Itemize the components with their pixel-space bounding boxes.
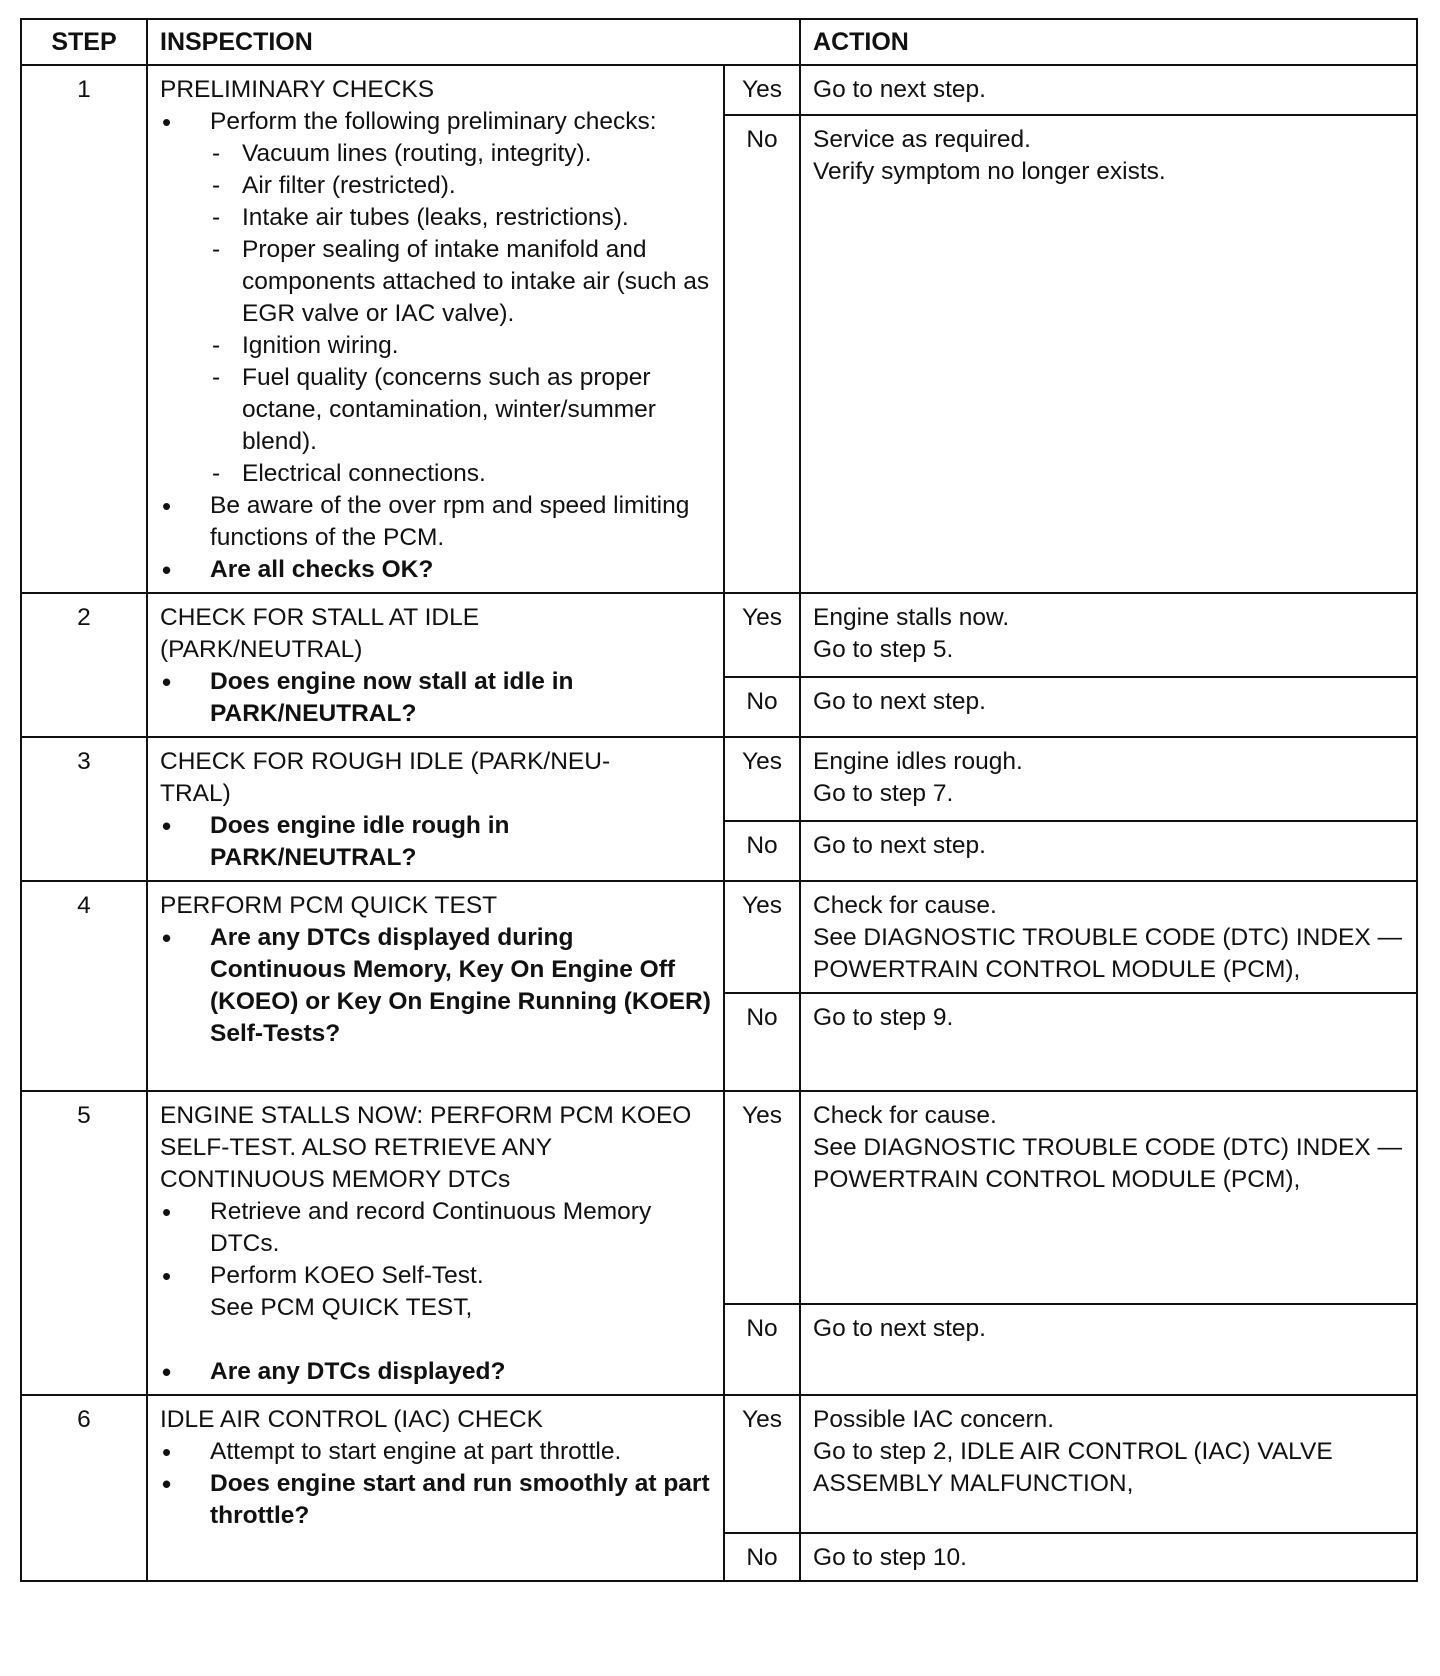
step-number: 4 [21,881,147,1091]
question: • Does engine start and run smoothly at part throttle? [160,1468,713,1532]
no-action [800,993,1417,1091]
no-label: No [724,1304,800,1395]
bullet-item [160,106,713,490]
yes-action [800,593,1417,677]
yes-label: Yes [724,65,800,115]
bullet-line: See PCM QUICK TEST, [210,1294,473,1321]
sub-item: - Vacuum lines (routing, integrity). [210,138,713,170]
yes-label: Yes [724,593,800,677]
question: • Does engine idle rough in PARK/NEUTRAL? [160,810,713,874]
step-title: PRELIMINARY CHECKS [160,76,435,103]
step-title: CHECK FOR ROUGH IDLE (PARK/NEU-TRAL) [160,748,611,807]
step-2-inspection [147,593,724,737]
action-line: Go to next step. [813,76,986,103]
no-action [800,677,1417,737]
step-4-yes-row [21,881,1417,993]
step-1-inspection [147,65,724,593]
sub-item: - Ignition wiring. [210,330,713,362]
step-2-yes-row [21,593,1417,677]
action-line: Go to step 5. [813,636,954,663]
action-line: Check for cause. [813,892,997,919]
step-number: 5 [21,1091,147,1395]
action-line: Go to step 10. [813,1544,967,1571]
question: • Are any DTCs displayed during Continuous Memory, Key On Engine Off (KOEO) or Key On Engine Running (KOER) Self-Tests? [160,922,713,1050]
action-line: See DIAGNOSTIC TROUBLE CODE (DTC) INDEX — POWERTRAIN CONTROL MODULE (PCM), [813,1134,1403,1193]
question: • Does engine now stall at idle in PARK/NEUTRAL? [160,666,713,730]
no-label: No [724,677,800,737]
step-6-yes-row [21,1395,1417,1533]
action-line: Verify symptom no longer exists. [813,158,1166,185]
yes-action [800,881,1417,993]
bullet-item: • Retrieve and record Continuous Memory DTCs. [160,1196,713,1260]
yes-action [800,1395,1417,1533]
bullet-item [160,1260,713,1324]
no-label: No [724,1533,800,1581]
no-label: No [724,821,800,881]
action-line: Engine idles rough. [813,748,1023,775]
step-title: PERFORM PCM QUICK TEST [160,892,498,919]
sub-item: - Intake air tubes (leaks, restrictions). [210,202,713,234]
action-header: ACTION [800,19,1417,65]
bullet-item: • Attempt to start engine at part throttle. [160,1436,713,1468]
step-3-inspection [147,737,724,881]
sub-item: - Proper sealing of intake manifold and components attached to intake air (such as EGR valve or IAC valve). [210,234,713,330]
action-line: Go to step 9. [813,1004,954,1031]
question: • Are all checks OK? [160,554,713,586]
bullet-text: Perform the following preliminary checks: [210,108,657,135]
yes-action [800,737,1417,821]
step-title: IDLE AIR CONTROL (IAC) CHECK [160,1406,543,1433]
step-number: 6 [21,1395,147,1581]
inspection-header: INSPECTION [147,19,800,65]
no-action [800,115,1417,593]
yes-action [800,65,1417,115]
spacer [160,1324,713,1356]
action-line: Check for cause. [813,1102,997,1129]
sub-item: - Air filter (restricted). [210,170,713,202]
sub-item: - Electrical connections. [210,458,713,490]
yes-label: Yes [724,1395,800,1533]
step-3-yes-row [21,737,1417,821]
step-6-inspection [147,1395,724,1581]
no-label: No [724,993,800,1091]
step-number: 1 [21,65,147,593]
yes-action [800,1091,1417,1304]
no-label: No [724,115,800,593]
step-4-inspection [147,881,724,1091]
step-1-yes-row [21,65,1417,115]
no-action [800,821,1417,881]
question: • Are any DTCs displayed? [160,1356,713,1388]
action-line: Possible IAC concern. [813,1406,1055,1433]
action-line: Engine stalls now. [813,604,1010,631]
bullet-item: • Be aware of the over rpm and speed limiting functions of the PCM. [160,490,713,554]
action-line: Go to next step. [813,832,986,859]
no-action [800,1533,1417,1581]
action-line: Go to next step. [813,688,986,715]
yes-label: Yes [724,737,800,821]
action-line: See DIAGNOSTIC TROUBLE CODE (DTC) INDEX — POWERTRAIN CONTROL MODULE (PCM), [813,924,1403,983]
action-line: Go to step 2, IDLE AIR CONTROL (IAC) VALVE ASSEMBLY MALFUNCTION, [813,1438,1333,1497]
action-line: Go to step 7. [813,780,954,807]
step-5-inspection [147,1091,724,1395]
sub-item: - Fuel quality (concerns such as proper octane, contamination, winter/summer blend). [210,362,713,458]
action-line: Go to next step. [813,1314,986,1342]
step-number: 2 [21,593,147,737]
diagnostic-table [20,18,1418,1582]
no-action [800,1304,1417,1395]
yes-label: Yes [724,1091,800,1304]
step-header: STEP [21,19,147,65]
yes-label: Yes [724,881,800,993]
bullet-line: • Perform KOEO Self-Test. [210,1262,484,1289]
step-number: 3 [21,737,147,881]
header-row [21,19,1417,65]
step-5-yes-row [21,1091,1417,1304]
step-title: ENGINE STALLS NOW: PERFORM PCM KOEO SELF-TEST. ALSO RETRIEVE ANY CONTINUOUS MEMORY DTCs [160,1102,692,1193]
step-title: CHECK FOR STALL AT IDLE (PARK/NEUTRAL) [160,604,480,663]
action-line: Service as required. [813,126,1031,153]
